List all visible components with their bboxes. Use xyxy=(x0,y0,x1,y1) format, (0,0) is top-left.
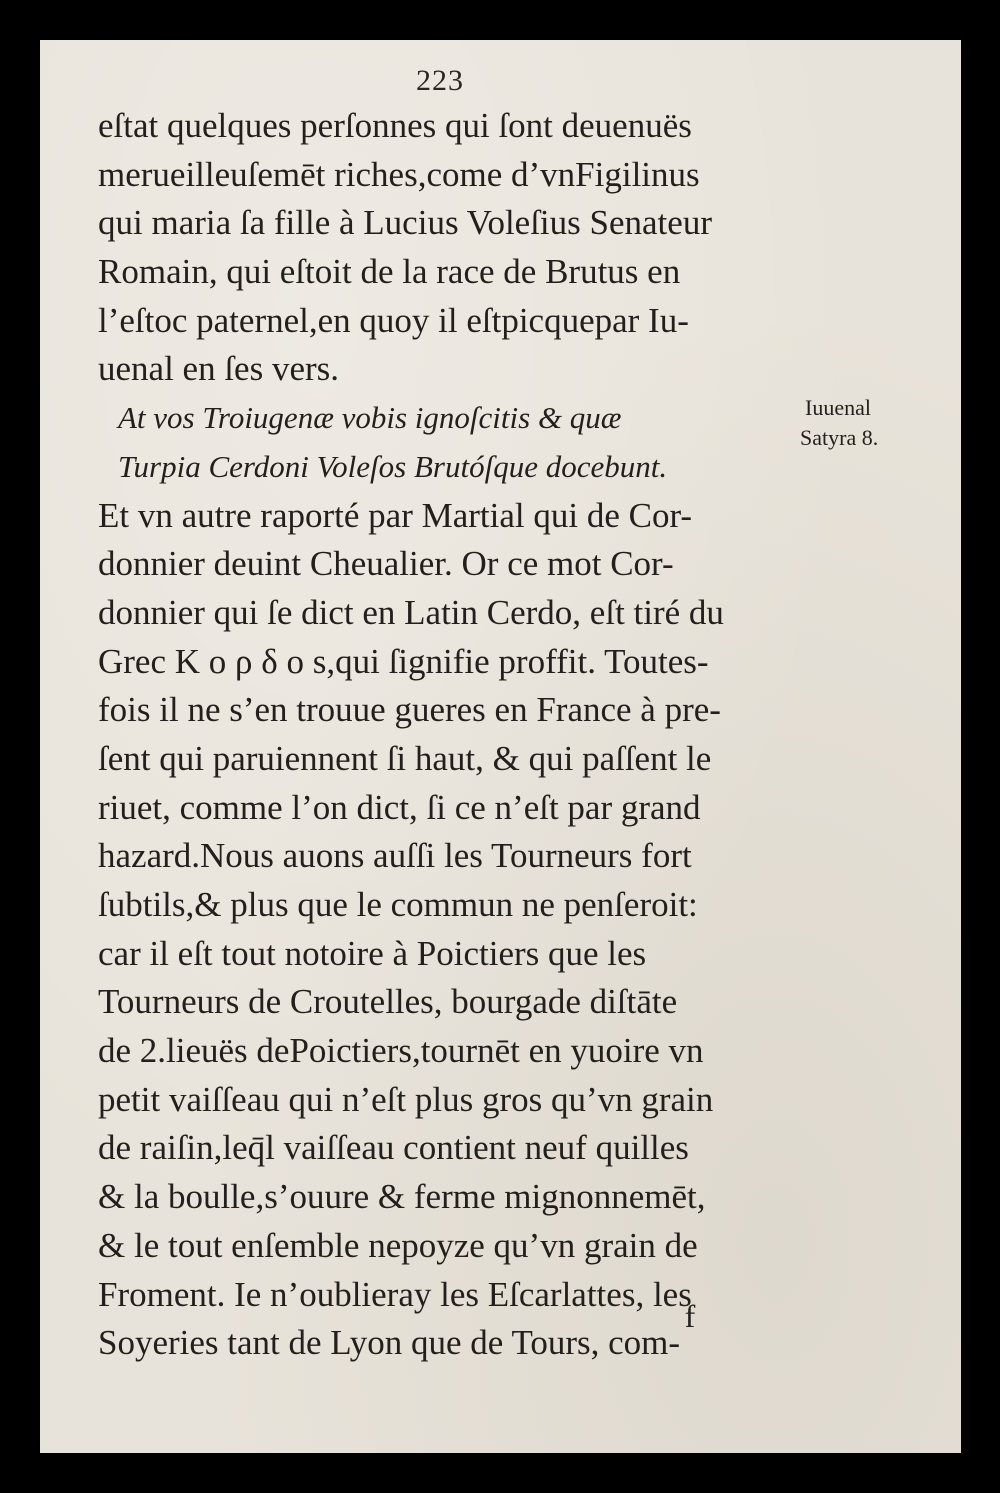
text-line: donnier deuint Cheualier. Or ce mot Cor- xyxy=(98,544,674,584)
marginal-note-author: Iuuenal xyxy=(805,395,871,420)
text-line: Et vn autre raporté par Martial qui de Cor- xyxy=(98,495,693,535)
text-line: eſtat quelques perſonnes qui ſont deuenuës xyxy=(98,106,692,145)
text-line: & le tout enſemble nepoyze qu’vn grain de xyxy=(98,1225,698,1265)
text-line: car il eſt tout notoire à Poictiers que les xyxy=(98,933,647,973)
text-line: & la boulle,s’ouure & ferme mignonnemēt, xyxy=(98,1177,706,1217)
text-line: l’eſtoc paternel,en quoy il eſtpicquepar Iu- xyxy=(98,300,689,340)
text-line: riuet, comme l’on dict, ſi ce n’eſt par grand xyxy=(98,787,701,827)
text-line: petit vaiſſeau qui n’eſt plus gros qu’vn grain xyxy=(98,1079,714,1119)
text-line: merueilleuſemēt riches,come d’vnFigilinus xyxy=(98,154,700,194)
text-line: Soyeries tant de Lyon que de Tours, com- xyxy=(98,1323,681,1363)
text-line: uenal en ſes vers. xyxy=(98,349,340,389)
book-page xyxy=(40,40,961,1453)
verse-line: Turpia Cerdoni Voleſos Brutóſque docebunt. xyxy=(118,448,668,484)
marginal-note-reference: Satyra 8. xyxy=(800,425,879,450)
verse-line: At vos Troiugenæ vobis ignoſcitis & quæ xyxy=(118,400,622,436)
text-line: qui maria ſa fille à Lucius Voleſius Senateur xyxy=(98,203,712,243)
text-line: hazard.Nous auons auſſi les Tourneurs fort xyxy=(98,836,692,876)
text-line: ſent qui paruiennent ſi haut, & qui paſſent le xyxy=(98,738,712,778)
page-number: 223 xyxy=(416,64,464,97)
text-line: Tourneurs de Croutelles, bourgade diſtāte xyxy=(98,982,678,1022)
marginal-note xyxy=(800,393,920,453)
text-line: donnier qui ſe dict en Latin Cerdo, eſt tiré du xyxy=(98,592,724,632)
text-line: ſubtils,& plus que le commun ne penſeroit: xyxy=(98,885,698,924)
text-line: fois il ne s’en trouue gueres en France à pre- xyxy=(98,690,721,730)
text-line: de 2.lieuës dePoictiers,tournēt en yuoire vn xyxy=(98,1031,704,1071)
signature-mark: f xyxy=(684,1298,696,1334)
text-line: de raiſin,leq̄l vaiſſeau contient neuf quilles xyxy=(98,1128,689,1168)
body-text xyxy=(98,102,798,1368)
text-line: Romain, qui eſtoit de la race de Brutus en xyxy=(98,252,681,292)
text-line: Grec Κ ο ρ δ ο s,qui ſignifie proffit. Toutes- xyxy=(98,641,709,681)
text-line: Froment. Ie n’oublieray les Eſcarlattes, les xyxy=(98,1274,692,1314)
